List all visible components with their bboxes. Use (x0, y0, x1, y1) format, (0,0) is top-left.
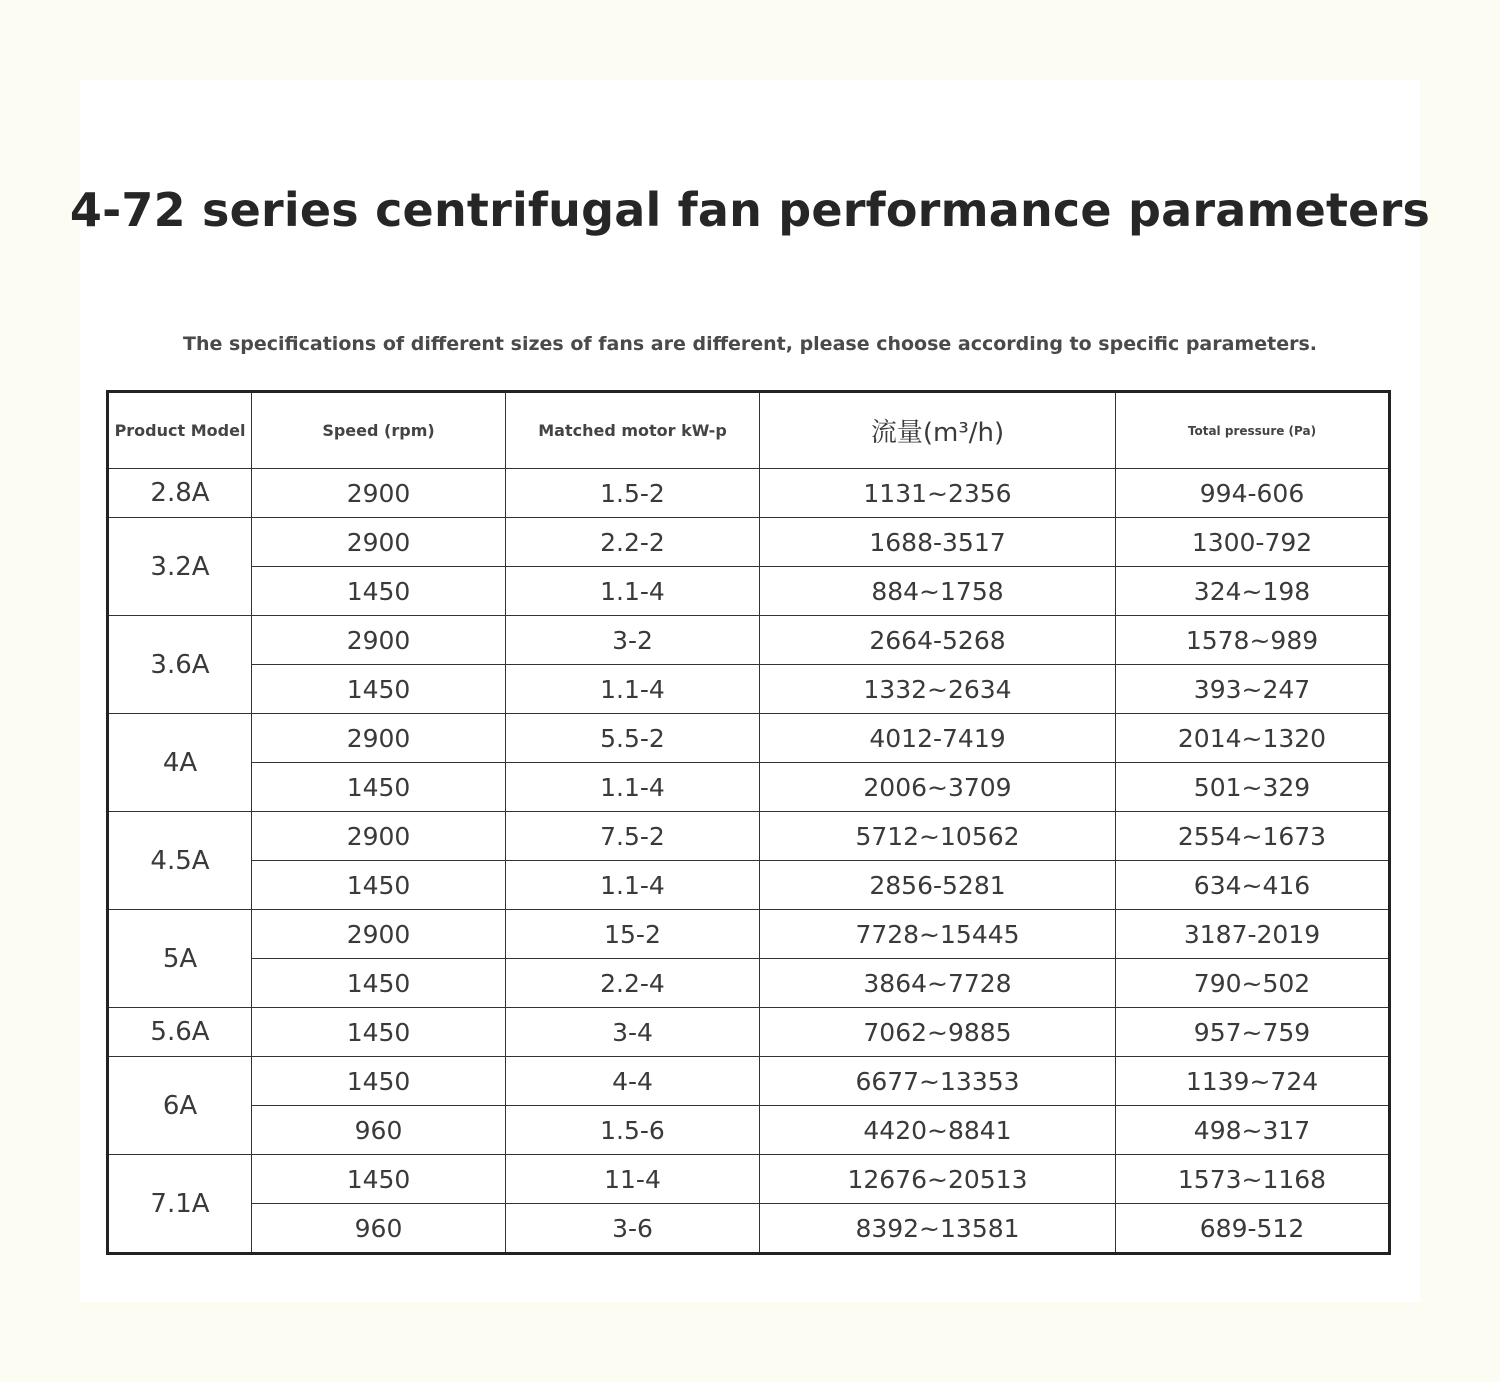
table-row (108, 763, 1390, 812)
pressure-cell: 1139~724 (1116, 1057, 1390, 1106)
motor-cell: 11-4 (506, 1155, 760, 1204)
flow-cell: 12676~20513 (760, 1155, 1116, 1204)
motor-cell: 1.1-4 (506, 665, 760, 714)
flow-cell: 4012-7419 (760, 714, 1116, 763)
page-title: 4-72 series centrifugal fan performance parameters (69, 183, 1431, 237)
header-product-model: Product Model (108, 392, 252, 469)
model-cell: 3.6A (108, 616, 252, 714)
speed-cell: 2900 (252, 518, 506, 567)
performance-table (106, 390, 1391, 1255)
motor-cell: 5.5-2 (506, 714, 760, 763)
table-row (108, 714, 1390, 763)
speed-cell: 960 (252, 1106, 506, 1155)
table-row (108, 959, 1390, 1008)
speed-cell: 1450 (252, 763, 506, 812)
model-cell: 4.5A (108, 812, 252, 910)
speed-cell: 1450 (252, 1155, 506, 1204)
header-flow: 流量(m³/h) (760, 392, 1116, 469)
motor-cell: 4-4 (506, 1057, 760, 1106)
speed-cell: 1450 (252, 567, 506, 616)
pressure-cell: 393~247 (1116, 665, 1390, 714)
flow-cell: 2664-5268 (760, 616, 1116, 665)
pressure-cell: 498~317 (1116, 1106, 1390, 1155)
pressure-cell: 2554~1673 (1116, 812, 1390, 861)
flow-cell: 1131~2356 (760, 469, 1116, 518)
speed-cell: 2900 (252, 812, 506, 861)
speed-cell: 960 (252, 1204, 506, 1254)
motor-cell: 7.5-2 (506, 812, 760, 861)
model-cell: 5.6A (108, 1008, 252, 1057)
pressure-cell: 501~329 (1116, 763, 1390, 812)
model-cell: 5A (108, 910, 252, 1008)
pressure-cell: 1300-792 (1116, 518, 1390, 567)
pressure-cell: 1578~989 (1116, 616, 1390, 665)
pressure-cell: 3187-2019 (1116, 910, 1390, 959)
flow-cell: 5712~10562 (760, 812, 1116, 861)
flow-cell: 3864~7728 (760, 959, 1116, 1008)
speed-cell: 1450 (252, 665, 506, 714)
flow-cell: 4420~8841 (760, 1106, 1116, 1155)
table-row (108, 861, 1390, 910)
pressure-cell: 2014~1320 (1116, 714, 1390, 763)
speed-cell: 1450 (252, 861, 506, 910)
pressure-cell: 634~416 (1116, 861, 1390, 910)
header-total-pressure: Total pressure (Pa) (1116, 392, 1390, 469)
flow-cell: 2856-5281 (760, 861, 1116, 910)
motor-cell: 3-2 (506, 616, 760, 665)
flow-cell: 2006~3709 (760, 763, 1116, 812)
page-subtitle: The specifications of different sizes of fans are different, please choose according to specific parameters. (183, 333, 1317, 355)
pressure-cell: 324~198 (1116, 567, 1390, 616)
motor-cell: 1.1-4 (506, 763, 760, 812)
model-cell: 3.2A (108, 518, 252, 616)
speed-cell: 1450 (252, 1057, 506, 1106)
table-row (108, 518, 1390, 567)
speed-cell: 2900 (252, 910, 506, 959)
table-row (108, 616, 1390, 665)
table-row (108, 1057, 1390, 1106)
header-matched-motor: Matched motor kW-p (506, 392, 760, 469)
motor-cell: 1.1-4 (506, 567, 760, 616)
table-row (108, 567, 1390, 616)
pressure-cell: 1573~1168 (1116, 1155, 1390, 1204)
flow-cell: 8392~13581 (760, 1204, 1116, 1254)
speed-cell: 1450 (252, 1008, 506, 1057)
speed-cell: 2900 (252, 714, 506, 763)
table-row (108, 812, 1390, 861)
model-cell: 4A (108, 714, 252, 812)
flow-cell: 1332~2634 (760, 665, 1116, 714)
model-cell: 7.1A (108, 1155, 252, 1254)
motor-cell: 2.2-4 (506, 959, 760, 1008)
table-row (108, 910, 1390, 959)
pressure-cell: 790~502 (1116, 959, 1390, 1008)
model-cell: 6A (108, 1057, 252, 1155)
flow-cell: 6677~13353 (760, 1057, 1116, 1106)
motor-cell: 1.5-2 (506, 469, 760, 518)
speed-cell: 2900 (252, 469, 506, 518)
motor-cell: 3-6 (506, 1204, 760, 1254)
table-row (108, 1106, 1390, 1155)
motor-cell: 3-4 (506, 1008, 760, 1057)
flow-cell: 7062~9885 (760, 1008, 1116, 1057)
flow-cell: 7728~15445 (760, 910, 1116, 959)
motor-cell: 2.2-2 (506, 518, 760, 567)
speed-cell: 2900 (252, 616, 506, 665)
pressure-cell: 994-606 (1116, 469, 1390, 518)
table-header-row (108, 392, 1390, 469)
table-row (108, 1204, 1390, 1254)
table-row (108, 665, 1390, 714)
table-row (108, 1155, 1390, 1204)
speed-cell: 1450 (252, 959, 506, 1008)
flow-cell: 884~1758 (760, 567, 1116, 616)
model-cell: 2.8A (108, 469, 252, 518)
table-row (108, 469, 1390, 518)
pressure-cell: 957~759 (1116, 1008, 1390, 1057)
flow-cell: 1688-3517 (760, 518, 1116, 567)
pressure-cell: 689-512 (1116, 1204, 1390, 1254)
table-row (108, 1008, 1390, 1057)
motor-cell: 15-2 (506, 910, 760, 959)
motor-cell: 1.5-6 (506, 1106, 760, 1155)
header-speed: Speed (rpm) (252, 392, 506, 469)
motor-cell: 1.1-4 (506, 861, 760, 910)
